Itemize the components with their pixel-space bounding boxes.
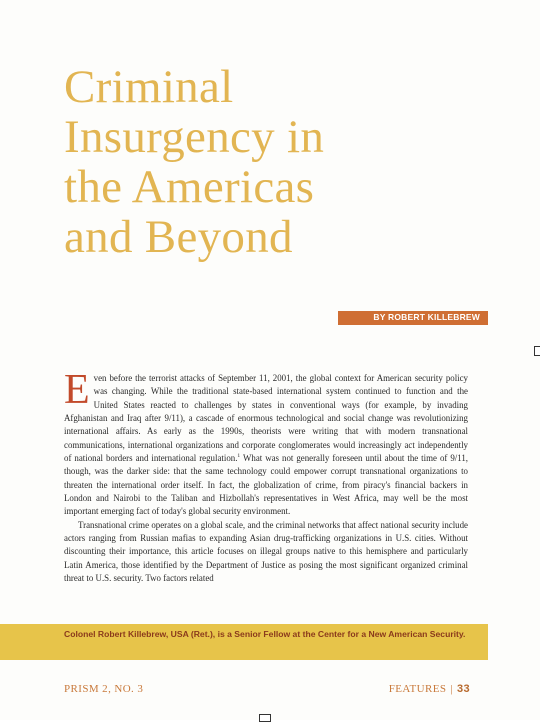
- paragraph-text: ven before the terrorist attacks of September 11, 2001, the global context for American security policy was changing. While the traditional state-based international system continued to function and the United States reacted to challenges by states in conventional ways (for example, by invading Afghanistan and Iraq after 9/11), a cascade of enormous technological and social change was revolutionizing international affairs. As early as the 1990s, theorists were writing that with modern transnational communications, international organizations and corporate conglomerates would increasingly act independently of national borders and international regulation.: [64, 373, 468, 464]
- paragraph: [64, 519, 468, 586]
- title-line: the Americas: [64, 161, 315, 213]
- author-bio-box: [0, 624, 488, 660]
- footer-separator: |: [450, 683, 453, 695]
- paragraph-text: What was not generally foreseen until about the time of 9/11, though, was the darker side: that the same technology could empower corrupt transnational organizations to threaten the international order itself. In fact, the globalization of crime, from piracy's financial backers in London and Nairobi to the Taliban and Hizbollah's representatives in West Africa, may well be the most important emerging fact of today's global security environment.: [64, 453, 468, 517]
- article-title: [64, 62, 484, 262]
- section-name: FEATURES: [388, 683, 447, 695]
- footnote-marker[interactable]: 1: [237, 453, 241, 460]
- article-body: [64, 367, 468, 586]
- paragraph: [64, 367, 468, 519]
- title-line: Insurgency in: [64, 111, 325, 163]
- byline-bar: [338, 311, 488, 325]
- selection-handle[interactable]: [534, 346, 540, 356]
- selection-handle[interactable]: [259, 714, 271, 722]
- page-footer: [389, 683, 470, 695]
- author-byline: BY ROBERT KILLEBREW: [373, 312, 480, 322]
- journal-issue: PRISM 2, NO. 3: [64, 683, 144, 695]
- title-line: Criminal: [64, 61, 234, 113]
- drop-cap: E: [64, 367, 90, 413]
- title-line: and Beyond: [64, 211, 293, 263]
- page-number: 33: [456, 683, 470, 695]
- author-bio: Colonel Robert Killebrew, USA (Ret.), is a Senior Fellow at the Center for a New American Security.: [64, 629, 466, 639]
- paragraph-text: Transnational crime operates on a global scale, and the criminal networks that affect national security include actors ranging from Russian mafias to expanding Asian drug-trafficking organizations in U.S. cities. Without discounting their importance, this article focuses on illegal groups native to this hemisphere and particularly Latin America, those identified by the Department of Justice as posing the most significant organized criminal threat to U.S. security. Two factors related: [64, 519, 468, 584]
